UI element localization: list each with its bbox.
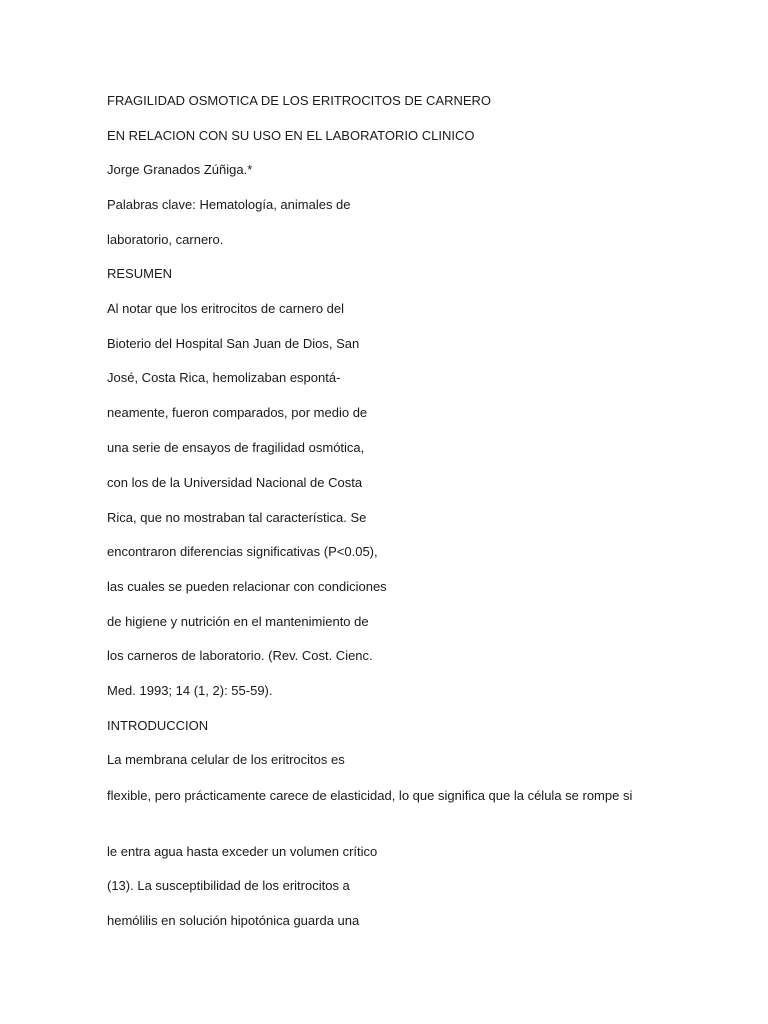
abstract-line: encontraron diferencias significativas (P<0.05),	[107, 544, 378, 559]
title-line-2: EN RELACION CON SU USO EN EL LABORATORIO CLINICO	[107, 128, 475, 143]
abstract-line: una serie de ensayos de fragilidad osmótica,	[107, 440, 365, 455]
keywords-line-2: laboratorio, carnero.	[107, 232, 224, 247]
abstract-line: las cuales se pueden relacionar con condiciones	[107, 579, 387, 594]
abstract-line: Rica, que no mostraban tal característica. Se	[107, 510, 367, 525]
abstract-line: Al notar que los eritrocitos de carnero del	[107, 301, 345, 316]
abstract-line: los carneros de laboratorio. (Rev. Cost. Cienc.	[107, 648, 373, 663]
abstract-line: Med. 1993; 14 (1, 2): 55-59).	[107, 683, 273, 698]
title-line-1: FRAGILIDAD OSMOTICA DE LOS ERITROCITOS DE CARNERO	[107, 93, 492, 108]
abstract-line: con los de la Universidad Nacional de Costa	[107, 475, 363, 490]
abstract-line: José, Costa Rica, hemolizaban espontá-	[107, 370, 341, 385]
body-line: (13). La susceptibilidad de los eritrocitos a	[107, 878, 350, 893]
abstract-line: Bioterio del Hospital San Juan de Dios, San	[107, 336, 360, 351]
author-line: Jorge Granados Zúñiga.*	[107, 162, 253, 177]
keywords-line-1: Palabras clave: Hematología, animales de	[107, 197, 351, 212]
abstract-line: de higiene y nutrición en el mantenimiento de	[107, 614, 369, 629]
abstract-line: neamente, fueron comparados, por medio de	[107, 405, 368, 420]
section-heading-introduccion: INTRODUCCION	[107, 718, 209, 733]
body-line: La membrana celular de los eritrocitos es	[107, 752, 345, 767]
section-heading-resumen: RESUMEN	[107, 266, 173, 281]
body-line: hemólilis en solución hipotónica guarda una	[107, 913, 360, 928]
body-line: le entra agua hasta exceder un volumen crítico	[107, 844, 378, 859]
body-line: flexible, pero prácticamente carece de elasticidad, lo que significa que la célula se rompe si	[107, 788, 633, 803]
